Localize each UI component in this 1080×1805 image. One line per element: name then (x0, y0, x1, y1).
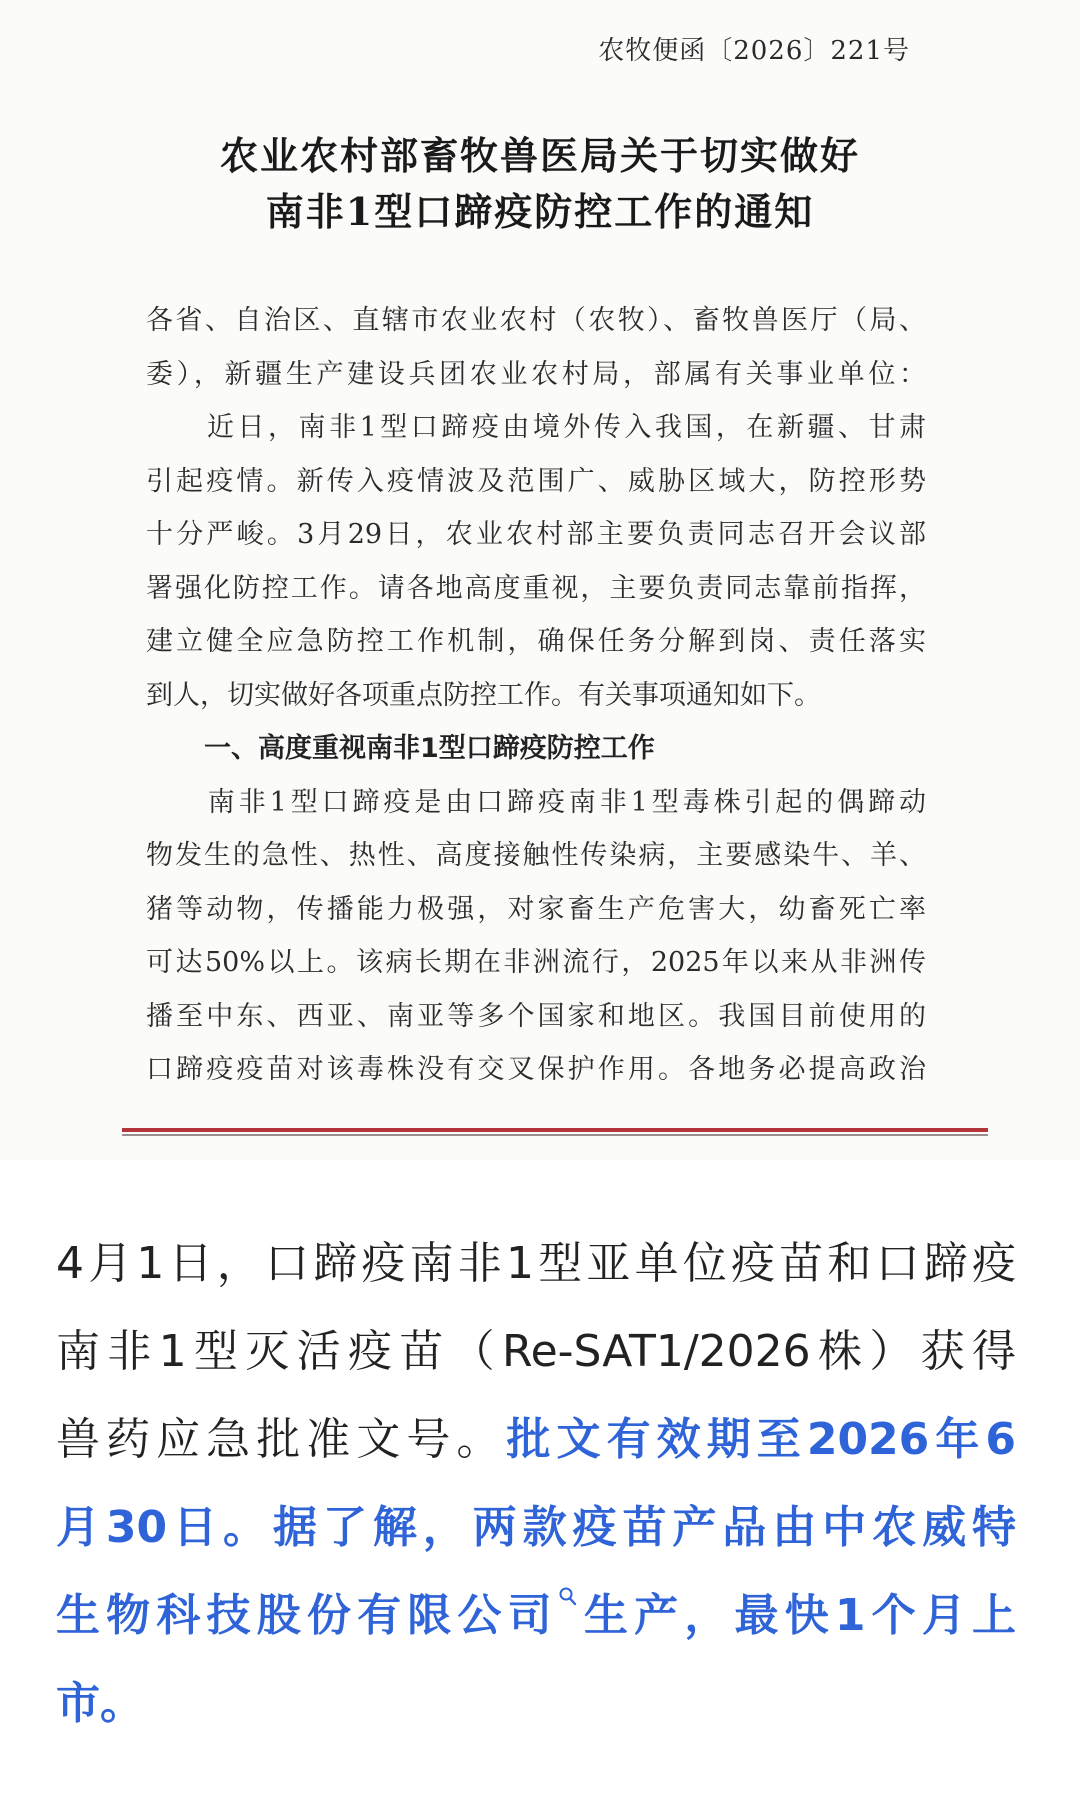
caption-line (56, 1396, 1016, 1484)
doc-title-line-2: 南非1型口蹄疫防控工作的通知 (265, 189, 815, 234)
body-row: 建立健全应急防控工作机制，确保任务分解到岗、责任落实 (146, 626, 926, 657)
body-row: 署强化防控工作。请各地高度重视，主要负责同志靠前指挥， (146, 572, 926, 604)
section-row: 口蹄疫疫苗对该毒株没有交叉保护作用。各地务必提高政治 (146, 1054, 926, 1085)
doc-body (146, 294, 926, 1097)
body-row: 到人，切实做好各项重点防控工作。有关事项通知如下。 (146, 679, 821, 711)
section-heading: 一、高度重视南非1型口蹄疫防控工作 (204, 733, 655, 764)
caption-highlight: 批文有效期至2026年6 (506, 1414, 1017, 1465)
caption-text: 兽药应急批准文号。 (56, 1414, 507, 1465)
body-row: 引起疫情。新传入疫情波及范围广、威胁区域大，防控形势 (146, 465, 926, 497)
caption-highlight: 生产，最快1个月上 (577, 1590, 1016, 1641)
doc-title-line-1: 农业农村部畜牧兽医局关于切实做好 (219, 133, 860, 178)
company-link[interactable]: 生物科技股份有限公司 (56, 1590, 558, 1641)
section-row: 猪等动物，传播能力极强，对家畜生产危害大，幼畜死亡率 (146, 893, 926, 925)
divider-red (122, 1128, 988, 1132)
caption-line (56, 1660, 1016, 1748)
article-caption (56, 1220, 1016, 1748)
company-link-part[interactable]: 中农威特 (822, 1502, 1016, 1553)
body-row: 十分严峻。3月29日，农业农村部主要负责同志召开会议部 (146, 519, 926, 550)
search-icon[interactable] (558, 1586, 578, 1614)
body-row: 近日，南非1型口蹄疫由境外传入我国，在新疆、甘肃 (146, 412, 926, 443)
section-row: 可达50%以上。该病长期在非洲流行，2025年以来从非洲传 (146, 947, 926, 978)
caption-line (56, 1572, 1016, 1660)
doc-title (0, 128, 1080, 240)
divider-grey (122, 1134, 988, 1136)
caption-line (56, 1484, 1016, 1572)
section-row: 播至中东、西亚、南亚等多个国家和地区。我国目前使用的 (146, 1000, 926, 1032)
caption-line: 南非1型灭活疫苗（Re-SAT1/2026株）获得 (56, 1326, 1016, 1377)
caption-highlight: 月30日。据了解，两款疫苗产品由 (56, 1502, 823, 1553)
caption-highlight: 市。 (56, 1678, 144, 1729)
doc-number: 农牧便函〔2026〕221号 (598, 36, 910, 66)
body-row: 委），新疆生产建设兵团农业农村局，部属有关事业单位： (146, 358, 926, 390)
body-row: 各省、自治区、直辖市农业农村（农牧）、畜牧兽医厅（局、 (146, 305, 926, 336)
section-row: 南非1型口蹄疫是由口蹄疫南非1型毒株引起的偶蹄动 (146, 786, 926, 818)
section-row: 物发生的急性、热性、高度接触性传染病，主要感染牛、羊、 (146, 840, 926, 871)
caption-line: 4月1日，口蹄疫南非1型亚单位疫苗和口蹄疫 (56, 1238, 1016, 1289)
